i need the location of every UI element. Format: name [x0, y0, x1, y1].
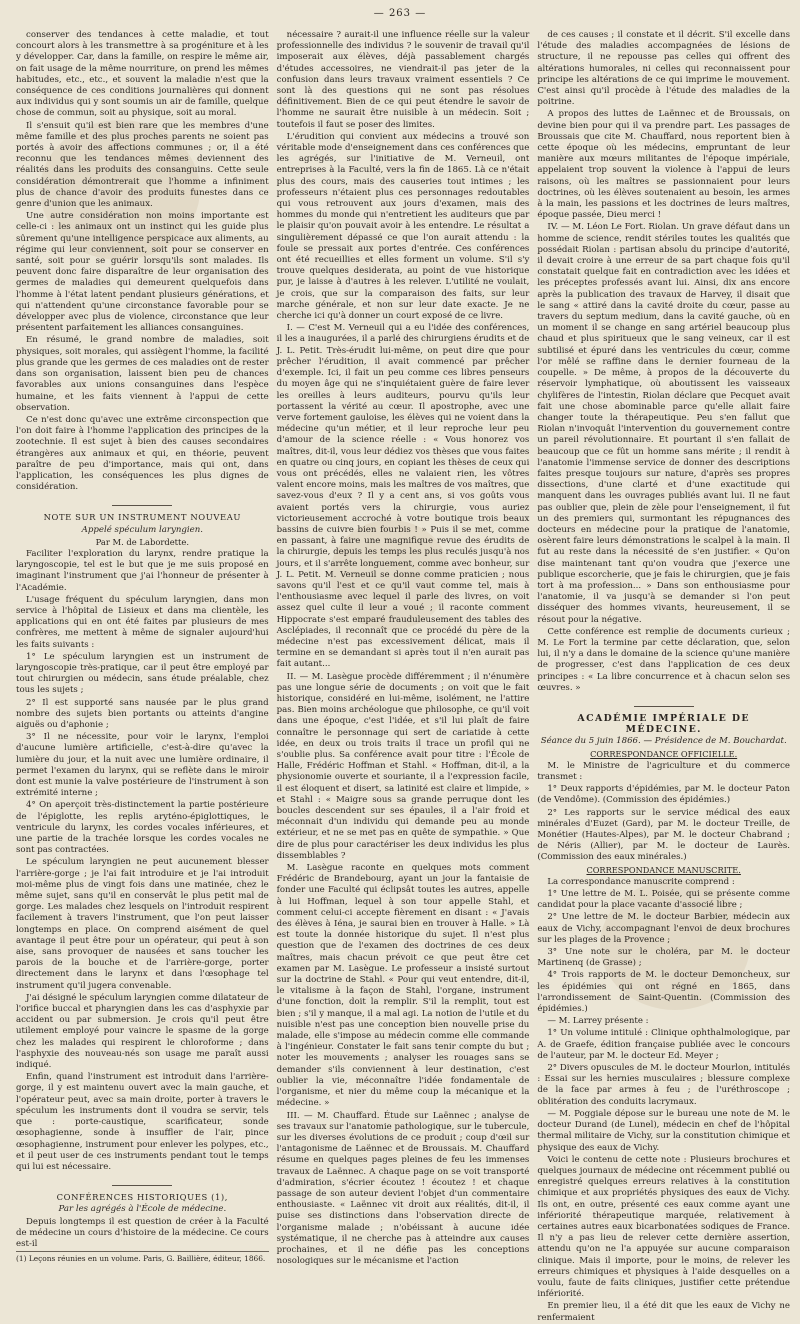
paragraph: Une autre considération non moins importante est celle-ci : les animaux ont un instinct qui les guide plus sûrement qu'une intelligence perspicace aux aliments, au régime qui leur conviennent, soit pour se conserver en santé, soit pour se guérir lorsqu'ils sont malades. Ils peuvent donc faire disparaître de leur organisation des germes de maladies qui demeurent quelquefois dans l'homme à l'état latent pendant plusieurs générations, et qui n'attendent qu'une circonstance favorable pour se développer avec plus de violence, circonstance que leur présentent parfaitement les alliances consanguines.	[16, 211, 269, 334]
paragraph: 2° Il est supporté sans nausée par le plus grand nombre des sujets bien portants ou atteints d'angine aiguës ou d'aphonie ;	[16, 697, 269, 730]
column-left	[16, 30, 269, 1264]
paragraph: Depuis longtemps il est question de créer à la Faculté de médecine un cours d'histoire de la médecine. Ce cours est-il	[16, 1216, 269, 1249]
subsection-title: CORRESPONDANCE MANUSCRITE.	[586, 864, 741, 875]
paragraph: Le spéculum laryngien ne peut aucunement blesser l'arrière-gorge ; je l'ai fait introduire et je l'ai introduit moi-même plus de vingt fois dans une matinée, chez le même sujet, sans qu'il en conservât le plus petit mal de gorge. Les malades chez lesquels on l'introduit respirent facilement à travers l'instrument, que l'on peut laisser longtemps en place. On comprend aisément de quel avantage il peut être pour un opérateur, qui peut à son aise, sans provoquer de nausées et sans toucher les parois de la bouche et de l'arrière-gorge, porter directement dans le larynx et dans l'œsophage tel instrument qu'il jugera convenable.	[16, 857, 269, 991]
paragraph: Faciliter l'exploration du larynx, rendre pratique la laryngoscopie, tel est le but que je me suis proposé en imaginant l'instrument que j'ai l'honneur de présenter à l'Académie.	[16, 548, 269, 593]
column-right	[537, 30, 791, 1323]
paragraph: 2° Les rapports sur le service médical des eaux minérales d'Euzet (Gard), par M. le docteur Treille, de Monétier (Hautes-Alpes), par M. le docteur Chabrand ; de Néris (Allier), par M. le docteur de Laurès. (Commission des eaux minérales.)	[537, 807, 791, 863]
divider	[634, 706, 694, 707]
paragraph: 1° Un volume intitulé : Clinique ophthalmologique, par A. de Graefe, édition française publiée avec le concours de l'auteur, par M. le docteur Ed. Meyer ;	[537, 1028, 791, 1061]
paragraph: 4° On aperçoit très-distinctement la partie postérieure de l'épiglotte, les replis aryténo-épiglottiques, le ventricule du larynx, les cordes vocales inférieures, et une partie de la trachée lorsque les cordes vocales ne sont pas contractées.	[16, 800, 269, 856]
paragraph: En résumé, le grand nombre de maladies, soit physiques, soit morales, qui assiègent l'homme, la facilité plus grande que les germes de ces maladies ont de rester dans son organisation, laissent bien peu de chances favorables aux unions consanguines dans l'espèce humaine, et les faits viennent à l'appui de cette observation.	[16, 335, 269, 413]
paragraph: En premier lieu, il a été dit que les eaux de Vichy ne renfermaient	[537, 1301, 791, 1323]
paragraph: conserver des tendances à cette maladie, et tout concourt alors à les transmettre à sa progéniture et à les y développer. Car, dans la famille, on respire le même air, on fait usage de la même nourriture, on prend les mêmes habitudes, etc., etc., et souvent la maladie n'est que la conséquence de ces conditions journalières qui donnent aux individus qui y sont soumis un air de famille, quelque chose de commun, soit au physique, soit au moral.	[16, 30, 269, 119]
paragraph: 1° Une lettre de M. L. Poisée, qui se présente comme candidat pour la place vacante d'associé libre ;	[537, 889, 791, 911]
article-author: Par M. de Labordette.	[95, 536, 190, 547]
paragraph: III. — M. Chauffard. Étude sur Laënnec ; analyse de ses travaux sur l'anatomie pathologique, sur le tubercule, sur les diverses évolutions de ce produit ; coup d'œil sur l'antagonisme de Laënnec et de Broussais. M. Chauffard résume en quelques pages pleines de feu les immenses travaux de Laënnec. A chaque page on se voit transporté d'admiration, s'écrier écoutez ! écoutez ! et chaque passage de son auteur devient l'objet d'un commentaire enthousiaste. « Laënnec vit droit aux réalités, dit-il, il puise ses distinctions dans l'observation directe de l'organisme malade ; n'obéissant à aucune idée systématique, il ne cherche pas à atteindre aux causes prochaines, et il ne défie pas les conceptions nosologiques sur le mécanisme et l'action	[276, 1110, 530, 1267]
section-title: ACADÉMIE IMPÉRIALE DE MÉDECINE.	[577, 712, 750, 736]
paragraph: — M. Larrey présente :	[547, 1016, 649, 1027]
paragraph: Voici le contenu de cette note : Plusieurs brochures et quelques journaux de médecine ont récemment publié ou enregistré quelques erreurs relatives à la constitution chimique et aux propriétés physiques des eaux de Vichy. Ils ont, en outre, présenté ces eaux comme ayant une infériorité thérapeutique marquée, relativement à certaines autres eaux bicarbonatées sodiques de France. Il n'y a pas lieu de relever cette dernière assertion, attendu qu'on ne l'a appuyée sur aucune comparaison clinique. Mais il importe, pour le moins, de relever les erreurs chimiques et physiques à l'aide desquelles on a voulu, faute de faits cliniques, justifier cette prétendue infériorité.	[537, 1154, 791, 1300]
article-subtitle: Appelé spéculum laryngien.	[81, 524, 203, 535]
paragraph: L'érudition qui convient aux médecins a trouvé son véritable mode d'enseignement dans ces conférences que les agrégés, sur l'initiative de M. Verneuil, ont entreprises à la Faculté, vers la fin de 1865. Là ce n'était plus des cours, mais des causeries tout intimes ; les professeurs n'étaient plus ces personnages redoutables qui vous retrouvent aux jours d'examen, mais des hommes du monde qui n'entretient les auditeurs que par le plaisir qu'on pouvait avoir à les entendre. Le résultat a singulièrement dépassé ce que l'on aurait attendu : la foule se pressait aux portes d'entrée. Ces conférences ont été recueillies et elles forment un volume. S'il s'y trouve quelques desiderata, au point de vue historique pur, je laisse à d'autres à les relever. L'utilité ne voulait, je crois, que sur la comparaison des faits, sur leur marche générale, et non sur leur date exacte. Je ne cherche ici qu'à donner un court exposé de ce livre.	[276, 131, 530, 322]
session-line: Séance du 5 juin 1866. — Présidence de M. Bouchardat.	[540, 736, 787, 747]
paragraph: de ces causes ; il constate et il décrit. S'il excelle dans l'étude des maladies accompagnées de lésions de structure, il ne repousse pas celles qui offrent des altérations humorales, ni celles qui reconnaissent pour principe les altérations de ce qui imprime le mouvement. C'est ainsi qu'il procède à l'étude des maladies de la poitrine.	[537, 30, 791, 108]
page-number: — 263 —	[373, 8, 427, 19]
text-columns	[16, 30, 791, 1323]
paragraph: II. — M. Lasègue procède différemment ; il n'énumère pas une longue série de documents ; on voit que le fait historique, considéré en lui-même, isolément, ne l'attire pas. Bien moins archéologue que philosophe, ce qu'il voit dans une époque, c'est l'idée, et s'il lui plaît de faire connaître le personnage qui sert de cariatide à cette idée, en deux ou trois traits il trace un profil qui ne s'oublie plus. Sa conférence avait pour titre : l'École de Halle, Frédéric Hoffman et Stahl. « Hoffman, dit-il, a la physionomie ouverte et souriante, il a l'expression facile, il est éloquent et disert, sa latinité est claire et limpide, » et Stahl : « Maigre sous sa grande perruque dont les boucles descendent sur ses épaules, il a l'air froid et méconnait d'un individu qui demande peu au monde extérieur, et ne se met pas en quête de sympathie. » Que dire de plus pour caractériser les deux individus les plus dissemblables ?	[276, 671, 530, 861]
paragraph: L'usage fréquent du spéculum laryngien, dans mon service à l'hôpital de Lisieux et dans ma clientèle, les applications qui en ont été faites par plusieurs de mes confrères, me mettent à même de signaler aujourd'hui les faits suivants :	[16, 594, 269, 650]
paragraph: 2° Une lettre de M. le docteur Barbier, médecin aux eaux de Vichy, accompagnant l'envoi de deux brochures sur les plages de la Provence ;	[537, 912, 791, 945]
paragraph: I. — C'est M. Verneuil qui a eu l'idée des conférences, il les a inaugurées, il a parlé des chirurgiens érudits et de J. L. Petit. Très-érudit lui-même, on peut dire que pour prêcher l'érudition, il avait commencé par prêcher d'exemple. Ici, il fait un peu comme ces libres penseurs du moyen âge qui ne s'inquiétaient guère de faire lever les oreilles à leurs auditeurs, pourvu qu'ils leur portassent la vérité au cœur. Il apostrophe, avec une verve fortement gauloise, les élèves qui ne voient dans la médecine qu'un métier, et il leur reproche leur peu d'amour de la science réelle : « Vous honorez vos maîtres, dit-il, vous leur dédiez vos thèses que vous faites en quatre ou cinq jours, en copiant les thèses de ceux qui vous ont précédés, elles ne valaient rien, les vôtres valent encore moins, mais les maîtres de vos maîtres, que savez-vous d'eux ? Il y a cent ans, si vos goûts vous avaient portés vers la chirurgie, vous auriez victorieusement accroché à votre boutique trois beaux bassins de cuivre bien fourbis ! » Puis il se met, comme en passant, à faire une magnifique revue des érudits de la chirurgie, depuis les temps les plus reculés jusqu'à nos jours, et il s'arrête longuement, comme avec bonheur, sur J. L. Petit. M. Verneuil se donne comme praticien ; nous savons qu'il l'est et ce qu'il vaut comme tel, mais à l'enthousiasme avec lequel il parle des livres, on voit assez quel culte il leur a voué ; il raconte comment Hippocrate s'est emparé frauduleusement des tables des Asclépiades, il reconnaît que ce procédé du père de la médecine n'est pas excessivement délicat, mais il termine en se demandant si après tout il n'en aurait pas fait autant...	[276, 323, 530, 670]
paragraph: IV. — M. Léon Le Fort. Riolan. Un grave défaut dans un homme de science, rendit stériles toutes les qualités que possédait Riolan : partisan absolu du principe d'autorité, il devait croire à une erreur de sa part chaque fois qu'il constatait quelque fait en contradiction avec les idées et les préceptes professés avant lui. Ainsi, dix ans encore après la publication des travaux de Harvey, il disait que le sang « attiré dans la cavité droite du cœur, passe au travers du septum medium, dans la cavité gauche, où en un moment il se change en sang artériel beaucoup plus chaud et plus spiritueux que le sang veineux, car il est subtilisé et épuré dans les ventricules du cœur, comme l'or mêlé se raffine dans le dernier fourneau de la coupelle. » De même, à propos de la découverte du réservoir lymphatique, où aboutissent les vaisseaux chylifères de l'intestin, Riolan déclare que Pecquet avait fait une chose abominable parce qu'elle allait faire changer toute la thérapeutique. Peu s'en fallut que Riolan n'invoquât l'intervention du gouvernement contre un pareil révolutionnaire. Et pourtant il s'en fallait de beaucoup que ce fût un homme sans mérite ; il rendit à l'anatomie l'immense service de donner des descriptions faites presque toujours sur nature, d'après ses propres dissections, d'une clarté et d'une exactitude qui manquent dans les ouvrages publiés avant lui. Il ne faut pas oublier que, plein de zèle pour l'enseignement, il fut un des premiers qui, surmontant les répugnances des docteurs en médecine pour la pratique de l'anatomie, osèrent faire leurs démonstrations le scalpel à la main. Il fut au reste dans la nécessité de s'en justifier. « Qu'on dise maintenant tant qu'on voudra que j'exerce une publique escorcherie, que je fais le chirurgien, que je fais tort à ma profession... » Dans son enthousiasme pour l'anatomie, il va jusqu'à se demander si l'on peut disséquer des hommes vivants, heureusement, il se résout pour la négative.	[537, 222, 791, 625]
column-middle	[276, 30, 530, 1267]
paragraph: Enfin, quand l'instrument est introduit dans l'arrière-gorge, il y est maintenu ouvert avec la main gauche, et l'opérateur peut, avec sa main droite, porter à travers le spéculum les instruments dont il voudra se servir, tels que : porte-caustique, scarificateur, sonde œsophagienne, sonde à insuffler de l'air, pince œsophagienne, instrument pour enlever les polypes, etc., et il peut user de ces instruments pendant tout le temps qui lui est nécessaire.	[16, 1072, 269, 1172]
article-title: CONFÉRENCES HISTORIQUES (1),	[56, 1192, 229, 1203]
paragraph: 4° Trois rapports de M. le docteur Demoncheux, sur les épidémies qui ont régné en 1865, dans l'arrondissement de Saint-Quentin. (Commission des épidémies.)	[537, 970, 791, 1015]
paragraph: M. le Ministre de l'agriculture et du commerce transmet :	[537, 760, 791, 782]
paragraph: nécessaire ? aurait-il une influence réelle sur la valeur professionnelle des individus ? le souvenir de travail qu'il imposerait aux élèves, déjà passablement chargés d'études accessoires, ne viendrait-il pas jeter de la confusion dans leurs travaux vraiment essentiels ? Ce sont là des questions qui ne sont pas résolues définitivement. Bien de ce qui peut étendre le savoir de l'homme ne saurait être nuisible à un médecin. Soit ; toutefois il faut se poser des limites.	[276, 30, 530, 130]
paragraph: M. Lasègue raconte en quelques mots comment Frédéric de Brandebourg, ayant un jour la fantaisie de fonder une Faculté qui éclipsât toutes les autres, appelle à lui Hoffman, lequel à son tour appelle Stahl, et comment celui-ci accepte fièrement en disant : « J'avais des élèves à Iéna, je saurai bien en trouver à Halle. » Là est toute la donnée historique du sujet. Il n'est plus question que de l'examen des doctrines de ces deux maîtres, mais chacun prévoit ce que peut être cet examen par M. Lasègue. Le professeur a insisté surtout sur la doctrine de Stahl. « Pour qui veut entendre, dit-il, le vitalisme à la façon de Stahl, l'organe, instrument d'une fonction, doit la remplir. S'il la remplit, tout est bien ; s'il y manque, il a mal agi. La notion de l'utile et du nuisible n'est pas une conception bien nouvelle prise du malade, elle s'impose au médecin comme elle commande à l'ingénieur. Constater le fait sans tenir compte du but ; noter les mouvements ; analyser les rouages sans se demander s'ils conviennent à leur destination, c'est oublier la vie, méconnaître l'idée fondamentale de l'organisme, et nier du même coup la mécanique et la médecine. »	[276, 863, 530, 1109]
paragraph: Cette conférence est remplie de documents curieux ; M. Le Fort la termine par cette déclaration, que, selon lui, il n'y a dans le domaine de la science qu'une manière de progresser, c'est dans l'application de ces deux principes : « La libre concurrence et à chacun selon ses œuvres. »	[537, 626, 791, 693]
subsection-title: CORRESPONDANCE OFFICIELLE.	[590, 748, 738, 759]
paragraph: Ce n'est donc qu'avec une extrême circonspection que l'on doit faire à l'homme l'application des principes de la zootechnie. Il est sujet à bien des causes secondaires étrangères aux animaux et qui, en théorie, peuvent paraître de peu d'importance, mais qui ont, dans l'application, les conséquences les plus dignes de considération.	[16, 414, 269, 493]
divider	[112, 1185, 172, 1186]
divider	[112, 505, 172, 506]
footnote: (1) Leçons réunies en un volume. Paris, G. Baillière, éditeur, 1866.	[16, 1251, 269, 1264]
paragraph: La correspondance manuscrite comprend :	[547, 876, 735, 887]
paragraph: 1° Deux rapports d'épidémies, par M. le docteur Paton (de Vendôme). (Commission des épidémies.)	[537, 784, 791, 806]
paragraph: — M. Poggiale dépose sur le bureau une note de M. le docteur Durand (de Lunel), médecin en chef de l'hôpital thermal militaire de Vichy, sur la constitution chimique et physique des eaux de Vichy.	[537, 1108, 791, 1153]
paragraph: 3° Il ne nécessite, pour voir le larynx, l'emploi d'aucune lumière artificielle, c'est-à-dire qu'avec la lumière du jour, et la nuit avec une lumière ordinaire, il permet l'examen du larynx, qui se reflète dans le miroir dont est munie la valve postérieure de l'instrument à son extrémité interne ;	[16, 732, 269, 799]
paragraph: 3° Une note sur le choléra, par M. le docteur Martinenq (de Grasse) ;	[537, 947, 791, 969]
paragraph: A propos des luttes de Laënnec et de Broussais, on devine bien pour qui il va prendre part. Les passages de Broussais que cite M. Chauffard, nous reportent bien à cette époque où les médecins, empruntant de leur manière aux mœurs militantes de l'époque impériale, appelaient trop souvent la violence à l'appui de leurs raisons, où les maîtres se passionnaient pour leurs doctrines, où les élèves soutenaient au besoin, les armes à la main, les passions et les doctrines de leurs maîtres, époque passée, Dieu merci !	[537, 109, 791, 221]
article-title: NOTE SUR UN INSTRUMENT NOUVEAU	[43, 512, 242, 523]
paragraph: J'ai désigné le spéculum laryngien comme dilatateur de l'orifice buccal et pharyngien dans les cas d'asphyxie par accident ou par submersion. Je crois qu'il peut être utilement employé pour vaincre le spasme de la gorge chez les malades qui respirent le chloroforme ; dans l'asphyxie des nouveau-nés son usage me paraît aussi indiqué.	[16, 992, 269, 1071]
paragraph: 2° Divers opuscules de M. le docteur Mourlon, intitulés : Essai sur les hernies musculaires ; blessure complexe de la face par armes à feu ; de l'uréthroscope ; oblitération des conduits lacrymaux.	[537, 1063, 791, 1107]
paragraph: Il s'ensuit qu'il est bien rare que les membres d'une même famille et des plus proches parents ne soient pas portés à avoir des affections communes ; or, il a été reconnu que les tendances mêmes deviennent des réalités dans les produits des consanguins. Cette seule considération démontrerait que l'homme a infiniment plus de chance d'avoir des produits funestes dans ce genre d'union que les animaux.	[16, 120, 269, 210]
paragraph: 1° Le spéculum laryngien est un instrument de laryngoscopie très-pratique, car il peut être employé par tout chirurgien ou médecin, sans étude préalable, chez tous les sujets ;	[16, 651, 269, 696]
article-subtitle: Par les agrégés à l'École de médecine.	[58, 1204, 227, 1215]
